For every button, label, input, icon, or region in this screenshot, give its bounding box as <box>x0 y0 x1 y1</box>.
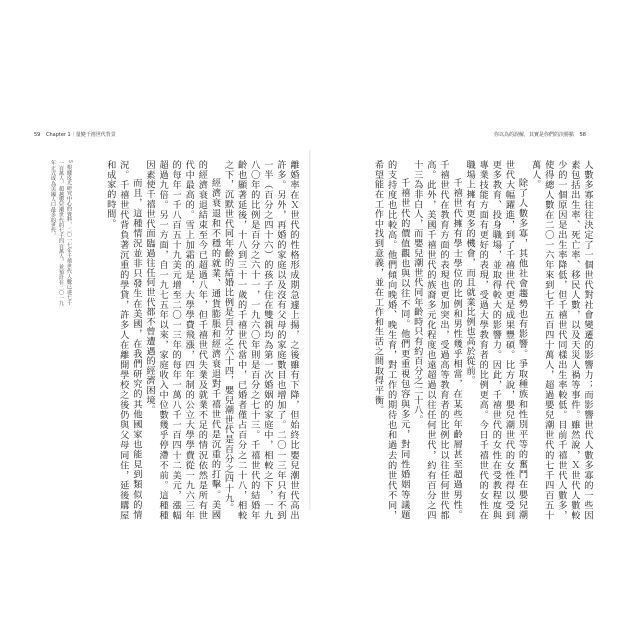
right-running-head: 你以為的誤解，其實是你們的決勝點 <box>494 132 575 138</box>
footnotes <box>33 160 73 310</box>
left-page-number: 59 <box>34 132 41 138</box>
right-page-body <box>332 160 594 520</box>
footnote-marker: 5 <box>67 160 72 163</box>
footnote <box>49 160 73 310</box>
left-paragraph: 而且，這種情況並非只發生在美國，在我們研究的其他國家也能見到類似的情況。千禧世代背負著沉重的學貸，許多人在離開學校之後仍與父母同住，延後購屋和成家的時間。 <box>104 160 142 520</box>
right-paragraph: 除了人數多寡，其他社會趨勢也有影響。爭取種族和性別平等的奮鬥在嬰兒潮世代大幅躍進，到了千禧世代更是成果豐碩。比方說，嬰兒潮世代的女性得以受到更多教育、投身職場，並取得較大的影響力。因此，千禧世代的女性在受教程度與專業技能方面有更好的表現，受過大學教育者的比例更高。今日千禧世代的女性在職場上擁有更多的機會，而且就業比例也高於從前。 <box>464 160 528 520</box>
right-paragraph: 千禧世代的價值觀也與以往不同。他們更重視包容與多元，對同性婚姻等議題的支持度也比較高。他們傾向晚婚、晚生育，對工作的期待也和過去的世代不同，希望能在工作中找到意義，並在工作和生活之間取得平衡。 <box>372 160 410 520</box>
page-gutter <box>309 150 311 510</box>
right-page-header <box>494 131 590 138</box>
left-running-head: Chapter 1｜量變千禧世代背景 <box>45 132 116 138</box>
footnote-text: 根據皮尤研究中心的資料，二〇一七年千禧世代人數已達七千一百萬人，超越嬰兒潮世代的七千四百萬人，並預計在二〇一九年正式成為美國人口最多的世代。 <box>50 160 72 306</box>
right-paragraph: 千禧世代擁有學士學位的比例和男性幾乎相當，在某些年齡層甚至超過男性。千禧世代在教育方面的表現也更加突出，受過高等教育者的比例比以往任何世代都高。此外，美國千禧世代的族裔多元化程度也遠超過以往任何世代，約有百分之四十三為非白人，而嬰兒潮世代同年齡時只有約百分之二十八。 <box>411 160 463 520</box>
right-page-number: 58 <box>579 132 586 138</box>
right-paragraph: 人數多寡往往決定了一個世代對社會變遷的影響力；而影響世代人數多寡的一些因素包括出生率、死亡率、移民人數，以及天災人禍等事件。雖然說，Ｘ世代人數較少的一個原因是出生率降低，但千禧世代同樣出生率較低。目前千禧世代人數多，使得總人數在二〇一六年來到七千五百四十萬人，超過嬰兒潮世代的七千四百五十萬人。 <box>529 160 593 520</box>
left-page-header <box>30 131 116 138</box>
left-paragraph: 經濟衰退和不穩的就業、通貨膨脹和經濟衰退對千禧世代是沉重的打擊。美國的經濟衰退結束至今已超過八年，但千禧世代失業及就業不足的情況依然是所有世代中最高的。雪上加霜的是，大學學費飛漲，四年制的公立大學學費從一九六三年的每年一千八百五十九美元增至二〇一三年的每年一萬八千一百四十二美元，漲幅超過九倍。另一方面，自一九七五年以來，家庭收入中位數幾乎停滯不前。這種種因素使千禧世代面臨過往任何世代都不曾遭遇的經濟困境。 <box>143 160 221 520</box>
left-page-body <box>104 160 300 520</box>
left-paragraph: 離婚率在Ｘ世代的性格形成期急遽上揚，之後雖有下降，但始終比嬰兒潮世代高出許多。另外，再婚的家庭以及沒有父母的家庭數目也增加了。二〇一三年只有不到一半（百分之四十六）的孩子住在雙親均為第一次婚姻的家庭中，相較之下，一九八〇年的比例是百分之六十一，一九六〇年則是百分之七十三。千禧世代的結婚年齡也顯著延後，十八到三十一歲的千禧世代當中，已婚者僅占百分之二十八，相較之下，沉默世代同年齡的結婚比例是百分之六十四，嬰兒潮世代是百分之四十九。 <box>222 160 299 520</box>
